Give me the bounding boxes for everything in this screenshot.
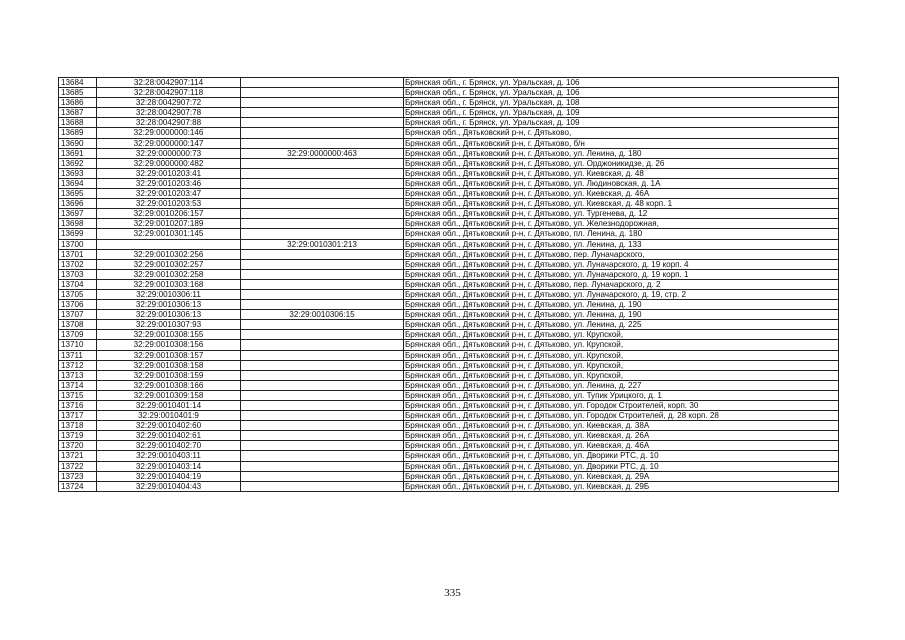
table-row	[59, 401, 839, 411]
cadastral-number-cell: 32:29:0010308:156	[97, 340, 241, 350]
address-cell: Брянская обл., г. Брянск, ул. Уральская, д. 109	[404, 108, 839, 118]
previous-cadastral-number-cell	[241, 229, 404, 239]
cadastral-number-cell: 32:29:0010307:93	[97, 320, 241, 330]
address-cell: Брянская обл., Дятьковский р-н, г. Дятьково, ул. Ленина, д. 180	[404, 148, 839, 158]
table-row	[59, 370, 839, 380]
table-row	[59, 350, 839, 360]
cadastral-number-cell: 32:29:0010308:166	[97, 380, 241, 390]
table-row	[59, 279, 839, 289]
table-row	[59, 128, 839, 138]
table-row	[59, 118, 839, 128]
previous-cadastral-number-cell	[241, 108, 404, 118]
previous-cadastral-number-cell	[241, 481, 404, 491]
address-cell: Брянская обл., Дятьковский р-н, г. Дятьково, ул. Киевская, д. 48 корп. 1	[404, 199, 839, 209]
cadastral-number-cell: 32:29:0010302:256	[97, 249, 241, 259]
table-row	[59, 300, 839, 310]
record-number-cell: 13705	[59, 289, 97, 299]
table-row	[59, 249, 839, 259]
record-number-cell: 13692	[59, 158, 97, 168]
address-cell: Брянская обл., Дятьковский р-н, г. Дятьково, ул. Киевская, д. 46А	[404, 189, 839, 199]
record-number-cell: 13709	[59, 330, 97, 340]
records-table-body	[59, 78, 839, 492]
address-cell: Брянская обл., Дятьковский р-н, г. Дятьково, ул. Луначарского, д. 19 корп. 1	[404, 269, 839, 279]
previous-cadastral-number-cell	[241, 451, 404, 461]
record-number-cell: 13714	[59, 380, 97, 390]
previous-cadastral-number-cell	[241, 168, 404, 178]
record-number-cell: 13717	[59, 411, 97, 421]
record-number-cell: 13686	[59, 98, 97, 108]
previous-cadastral-number-cell	[241, 279, 404, 289]
record-number-cell: 13695	[59, 189, 97, 199]
table-row	[59, 380, 839, 390]
cadastral-number-cell: 32:29:0010301:145	[97, 229, 241, 239]
record-number-cell: 13699	[59, 229, 97, 239]
previous-cadastral-number-cell	[241, 390, 404, 400]
address-cell: Брянская обл., Дятьковский р-н, г. Дятьково, ул. Крупской,	[404, 370, 839, 380]
address-cell: Брянская обл., Дятьковский р-н, г. Дятьково, ул. Киевская, д. 29Б	[404, 481, 839, 491]
address-cell: Брянская обл., Дятьковский р-н, г. Дятьково, ул. Киевская, д. 38А	[404, 421, 839, 431]
record-number-cell: 13689	[59, 128, 97, 138]
cadastral-number-cell: 32:29:0010404:43	[97, 481, 241, 491]
previous-cadastral-number-cell	[241, 219, 404, 229]
record-number-cell: 13697	[59, 209, 97, 219]
record-number-cell: 13706	[59, 300, 97, 310]
previous-cadastral-number-cell	[241, 128, 404, 138]
table-row	[59, 461, 839, 471]
cadastral-number-cell: 32:29:0010403:14	[97, 461, 241, 471]
cadastral-number-cell: 32:29:0010402:60	[97, 421, 241, 431]
previous-cadastral-number-cell	[241, 178, 404, 188]
previous-cadastral-number-cell	[241, 350, 404, 360]
previous-cadastral-number-cell: 32:29:0000000:463	[241, 148, 404, 158]
address-cell: Брянская обл., Дятьковский р-н, г. Дятьково, ул. Дворики РТС, д. 10	[404, 461, 839, 471]
address-cell: Брянская обл., г. Брянск, ул. Уральская, д. 109	[404, 118, 839, 128]
record-number-cell: 13724	[59, 481, 97, 491]
table-row	[59, 189, 839, 199]
cadastral-number-cell: 32:29:0010203:46	[97, 178, 241, 188]
table-row	[59, 259, 839, 269]
cadastral-number-cell: 32:29:0010306:13	[97, 300, 241, 310]
previous-cadastral-number-cell	[241, 98, 404, 108]
table-row	[59, 289, 839, 299]
cadastral-number-cell: 32:29:0010404:19	[97, 471, 241, 481]
table-row	[59, 431, 839, 441]
record-number-cell: 13712	[59, 360, 97, 370]
address-cell: Брянская обл., Дятьковский р-н, г. Дятьково, пл. Ленина, д. 180	[404, 229, 839, 239]
previous-cadastral-number-cell	[241, 401, 404, 411]
record-number-cell: 13696	[59, 199, 97, 209]
cadastral-number-cell: 32:29:0010403:11	[97, 451, 241, 461]
table-row	[59, 310, 839, 320]
record-number-cell: 13702	[59, 259, 97, 269]
record-number-cell: 13723	[59, 471, 97, 481]
address-cell: Брянская обл., Дятьковский р-н, г. Дятьково, ул. Ленина, д. 227	[404, 380, 839, 390]
record-number-cell: 13694	[59, 178, 97, 188]
table-row	[59, 219, 839, 229]
previous-cadastral-number-cell	[241, 199, 404, 209]
record-number-cell: 13693	[59, 168, 97, 178]
table-row	[59, 168, 839, 178]
previous-cadastral-number-cell	[241, 330, 404, 340]
address-cell: Брянская обл., Дятьковский р-н, г. Дятьково, ул. Киевская, д. 29А	[404, 471, 839, 481]
table-row	[59, 108, 839, 118]
cadastral-number-cell: 32:29:0000000:482	[97, 158, 241, 168]
address-cell: Брянская обл., Дятьковский р-н, г. Дятьково, ул. Орджоникидзе, д. 26	[404, 158, 839, 168]
record-number-cell: 13690	[59, 138, 97, 148]
previous-cadastral-number-cell	[241, 158, 404, 168]
cadastral-number-cell: 32:29:0010203:41	[97, 168, 241, 178]
previous-cadastral-number-cell	[241, 471, 404, 481]
table-row	[59, 320, 839, 330]
record-number-cell: 13698	[59, 219, 97, 229]
record-number-cell: 13685	[59, 88, 97, 98]
previous-cadastral-number-cell	[241, 249, 404, 259]
cadastral-number-cell: 32:29:0010308:158	[97, 360, 241, 370]
cadastral-number-cell: 32:29:0010402:61	[97, 431, 241, 441]
record-number-cell: 13713	[59, 370, 97, 380]
cadastral-number-cell: 32:28:0042907:118	[97, 88, 241, 98]
table-row	[59, 78, 839, 88]
record-number-cell: 13703	[59, 269, 97, 279]
previous-cadastral-number-cell	[241, 259, 404, 269]
record-number-cell: 13718	[59, 421, 97, 431]
address-cell: Брянская обл., Дятьковский р-н, г. Дятьково, ул. Ленина, д. 190	[404, 310, 839, 320]
address-cell: Брянская обл., Дятьковский р-н, г. Дятьково, ул. Ленина, д. 225	[404, 320, 839, 330]
previous-cadastral-number-cell	[241, 441, 404, 451]
table-row	[59, 199, 839, 209]
address-cell: Брянская обл., Дятьковский р-н, г. Дятьково, ул. Крупской,	[404, 340, 839, 350]
address-cell: Брянская обл., Дятьковский р-н, г. Дятьково, ул. Ленина, д. 190	[404, 300, 839, 310]
table-row	[59, 88, 839, 98]
table-row	[59, 178, 839, 188]
record-number-cell: 13687	[59, 108, 97, 118]
record-number-cell: 13716	[59, 401, 97, 411]
previous-cadastral-number-cell	[241, 370, 404, 380]
table-row	[59, 451, 839, 461]
cadastral-number-cell: 32:29:0010308:155	[97, 330, 241, 340]
record-number-cell: 13704	[59, 279, 97, 289]
previous-cadastral-number-cell: 32:29:0010301:213	[241, 239, 404, 249]
previous-cadastral-number-cell	[241, 431, 404, 441]
previous-cadastral-number-cell	[241, 88, 404, 98]
cadastral-number-cell: 32:29:0010203:53	[97, 199, 241, 209]
previous-cadastral-number-cell	[241, 78, 404, 88]
address-cell: Брянская обл., Дятьковский р-н, г. Дятьково, ул. Киевская, д. 46А	[404, 441, 839, 451]
cadastral-number-cell: 32:29:0010206:157	[97, 209, 241, 219]
table-row	[59, 148, 839, 158]
cadastral-number-cell: 32:29:0000000:73	[97, 148, 241, 158]
address-cell: Брянская обл., Дятьковский р-н, г. Дятьково, ул. Городок Строителей, д. 28 корп. 28	[404, 411, 839, 421]
record-number-cell: 13684	[59, 78, 97, 88]
address-cell: Брянская обл., Дятьковский р-н, г. Дятьково, ул. Тургенева, д. 12	[404, 209, 839, 219]
address-cell: Брянская обл., Дятьковский р-н, г. Дятьково, ул. Крупской,	[404, 330, 839, 340]
cadastral-number-cell: 32:29:0010308:157	[97, 350, 241, 360]
address-cell: Брянская обл., Дятьковский р-н, г. Дятьково, ул. Киевская, д. 48	[404, 168, 839, 178]
table-row	[59, 390, 839, 400]
records-table	[58, 77, 839, 492]
address-cell: Брянская обл., Дятьковский р-н, г. Дятьково, ул. Луначарского, д. 19, стр. 2	[404, 289, 839, 299]
table-row	[59, 441, 839, 451]
cadastral-number-cell: 32:28:0042907:78	[97, 108, 241, 118]
table-row	[59, 158, 839, 168]
cadastral-number-cell: 32:29:0010203:47	[97, 189, 241, 199]
table-row	[59, 239, 839, 249]
table-row	[59, 481, 839, 491]
table-row	[59, 269, 839, 279]
address-cell: Брянская обл., г. Брянск, ул. Уральская, д. 106	[404, 88, 839, 98]
address-cell: Брянская обл., г. Брянск, ул. Уральская, д. 106	[404, 78, 839, 88]
previous-cadastral-number-cell	[241, 340, 404, 350]
previous-cadastral-number-cell	[241, 209, 404, 219]
cadastral-number-cell: 32:29:0010306:11	[97, 289, 241, 299]
table-row	[59, 138, 839, 148]
cadastral-number-cell	[97, 239, 241, 249]
previous-cadastral-number-cell	[241, 411, 404, 421]
table-row	[59, 98, 839, 108]
table-row	[59, 229, 839, 239]
previous-cadastral-number-cell: 32:29:0010306:15	[241, 310, 404, 320]
address-cell: Брянская обл., Дятьковский р-н, г. Дятьково, ул. Луначарского, д. 19 корп. 4	[404, 259, 839, 269]
previous-cadastral-number-cell	[241, 118, 404, 128]
address-cell: Брянская обл., Дятьковский р-н, г. Дятьково, пер. Луначарского,	[404, 249, 839, 259]
table-row	[59, 209, 839, 219]
cadastral-number-cell: 32:29:0010401:9	[97, 411, 241, 421]
previous-cadastral-number-cell	[241, 380, 404, 390]
address-cell: Брянская обл., Дятьковский р-н, г. Дятьково, ул. Крупской,	[404, 360, 839, 370]
address-cell: Брянская обл., Дятьковский р-н, г. Дятьково, ул. Людиновская, д. 1А	[404, 178, 839, 188]
record-number-cell: 13719	[59, 431, 97, 441]
cadastral-number-cell: 32:29:0010303:168	[97, 279, 241, 289]
record-number-cell: 13721	[59, 451, 97, 461]
cadastral-number-cell: 32:29:0010302:257	[97, 259, 241, 269]
page-number: 335	[444, 587, 461, 599]
previous-cadastral-number-cell	[241, 360, 404, 370]
address-cell: Брянская обл., Дятьковский р-н, г. Дятьково, б/н	[404, 138, 839, 148]
table-row	[59, 471, 839, 481]
record-number-cell: 13688	[59, 118, 97, 128]
address-cell: Брянская обл., Дятьковский р-н, г. Дятьково, ул. Железнодорожная,	[404, 219, 839, 229]
cadastral-number-cell: 32:29:0010207:189	[97, 219, 241, 229]
previous-cadastral-number-cell	[241, 289, 404, 299]
previous-cadastral-number-cell	[241, 138, 404, 148]
cadastral-number-cell: 32:29:0010402:70	[97, 441, 241, 451]
previous-cadastral-number-cell	[241, 300, 404, 310]
cadastral-number-cell: 32:29:0010309:158	[97, 390, 241, 400]
previous-cadastral-number-cell	[241, 461, 404, 471]
table-row	[59, 330, 839, 340]
record-number-cell: 13707	[59, 310, 97, 320]
record-number-cell: 13691	[59, 148, 97, 158]
record-number-cell: 13715	[59, 390, 97, 400]
cadastral-number-cell: 32:29:0010308:159	[97, 370, 241, 380]
record-number-cell: 13720	[59, 441, 97, 451]
record-number-cell: 13700	[59, 239, 97, 249]
cadastral-number-cell: 32:28:0042907:72	[97, 98, 241, 108]
record-number-cell: 13701	[59, 249, 97, 259]
table-row	[59, 360, 839, 370]
previous-cadastral-number-cell	[241, 421, 404, 431]
cadastral-number-cell: 32:29:0000000:146	[97, 128, 241, 138]
previous-cadastral-number-cell	[241, 320, 404, 330]
address-cell: Брянская обл., Дятьковский р-н, г. Дятьково, ул. Тупик Урицкого, д. 1	[404, 390, 839, 400]
table-row	[59, 340, 839, 350]
cadastral-number-cell: 32:28:0042907:114	[97, 78, 241, 88]
previous-cadastral-number-cell	[241, 189, 404, 199]
record-number-cell: 13722	[59, 461, 97, 471]
cadastral-number-cell: 32:29:0010401:14	[97, 401, 241, 411]
record-number-cell: 13711	[59, 350, 97, 360]
cadastral-number-cell: 32:29:0010302:258	[97, 269, 241, 279]
table-row	[59, 411, 839, 421]
cadastral-number-cell: 32:29:0000000:147	[97, 138, 241, 148]
record-number-cell: 13710	[59, 340, 97, 350]
address-cell: Брянская обл., Дятьковский р-н, г. Дятьково, пер. Луначарского, д. 2	[404, 279, 839, 289]
address-cell: Брянская обл., Дятьковский р-н, г. Дятьково, ул. Ленина, д. 133	[404, 239, 839, 249]
address-cell: Брянская обл., Дятьковский р-н, г. Дятьково, ул. Городок Строителей, корп. 30	[404, 401, 839, 411]
address-cell: Брянская обл., г. Брянск, ул. Уральская, д. 108	[404, 98, 839, 108]
address-cell: Брянская обл., Дятьковский р-н, г. Дятьково, ул. Дворики РТС, д. 10	[404, 451, 839, 461]
address-cell: Брянская обл., Дятьковский р-н, г. Дятьково, ул. Киевская, д. 26А	[404, 431, 839, 441]
record-number-cell: 13708	[59, 320, 97, 330]
table-row	[59, 421, 839, 431]
previous-cadastral-number-cell	[241, 269, 404, 279]
cadastral-number-cell: 32:28:0042907:88	[97, 118, 241, 128]
address-cell: Брянская обл., Дятьковский р-н, г. Дятьково, ул. Крупской,	[404, 350, 839, 360]
cadastral-number-cell: 32:29:0010306:13	[97, 310, 241, 320]
address-cell: Брянская обл., Дятьковский р-н, г. Дятьково,	[404, 128, 839, 138]
